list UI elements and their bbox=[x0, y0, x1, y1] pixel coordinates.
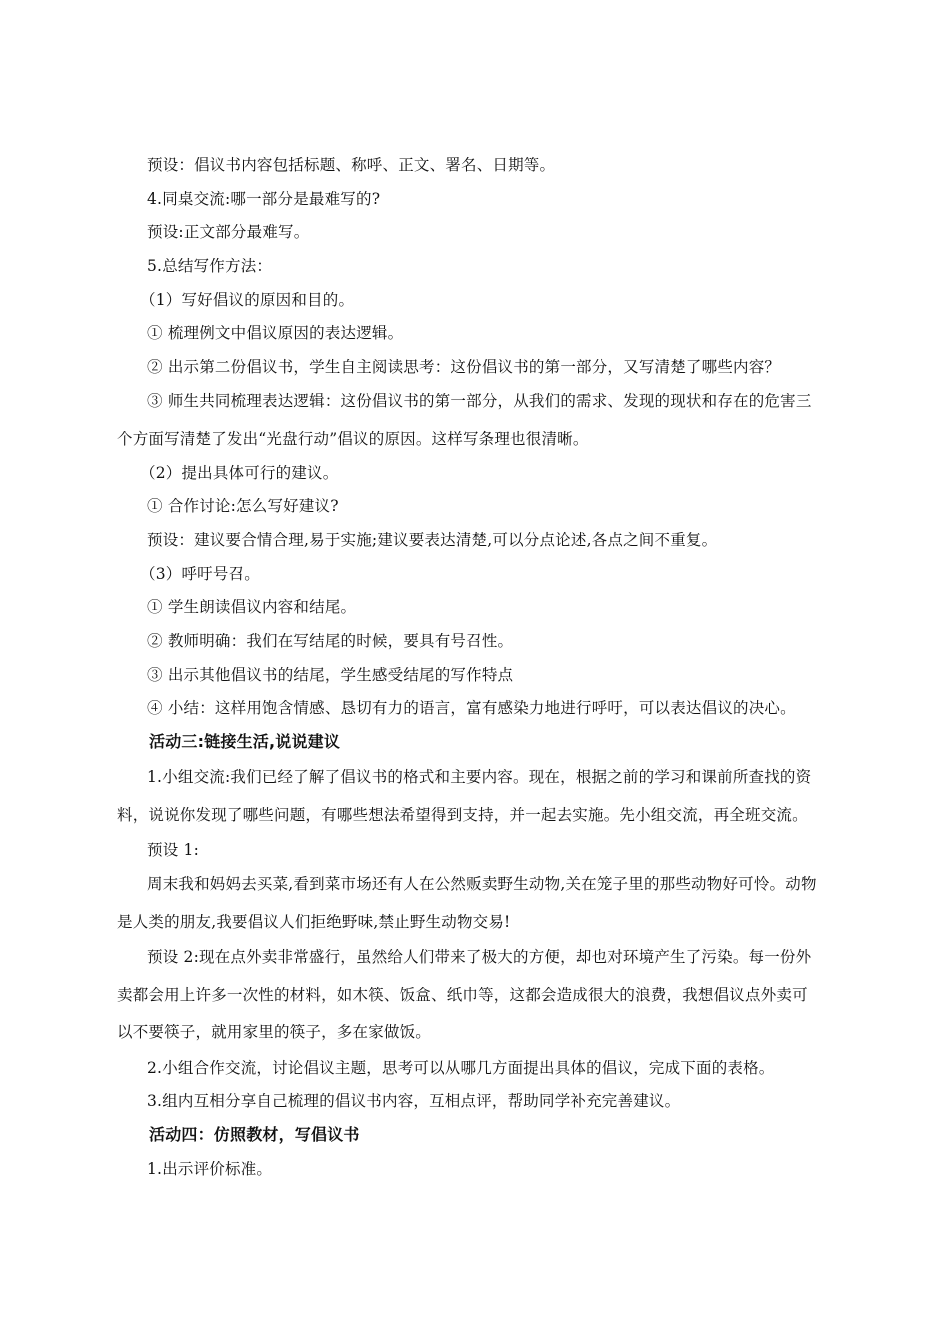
paragraph-line: 预设 2:现在点外卖非常盛行，虽然给人们带来了极大的方便，却也对环境产生了污染。每一份外 bbox=[147, 948, 812, 966]
paragraph-line: ③ 师生共同梳理表达逻辑：这份倡议书的第一部分，从我们的需求、发现的现状和存在的危害三 bbox=[147, 392, 812, 410]
paragraph-line: 4.同桌交流:哪一部分是最难写的? bbox=[147, 190, 381, 208]
paragraph-line: 卖都会用上许多一次性的材料，如木筷、饭盒、纸巾等，这都会造成很大的浪费，我想倡议点外卖可 bbox=[117, 986, 808, 1004]
paragraph-line: ① 合作讨论:怎么写好建议? bbox=[147, 497, 339, 515]
paragraph-line: ② 出示第二份倡议书，学生自主阅读思考：这份倡议书的第一部分，又写清楚了哪些内容？ bbox=[147, 358, 781, 376]
paragraph-line: 2.小组合作交流，讨论倡议主题，思考可以从哪几方面提出具体的倡议，完成下面的表格。 bbox=[147, 1059, 775, 1077]
paragraph-line: （1）写好倡议的原因和目的。 bbox=[140, 291, 355, 309]
section-heading: 活动四：仿照教材，写倡议书 bbox=[149, 1125, 360, 1144]
paragraph-line: 预设:正文部分最难写。 bbox=[147, 223, 310, 241]
paragraph-line: ② 教师明确：我们在写结尾的时候，要具有号召性。 bbox=[147, 632, 514, 650]
paragraph-line: 5.总结写作方法： bbox=[147, 257, 273, 275]
paragraph-line: 预设：建议要合情合理,易于实施;建议要表达清楚,可以分点论述,各点之间不重复。 bbox=[147, 531, 718, 549]
paragraph-line: ④ 小结：这样用饱含情感、恳切有力的语言，富有感染力地进行呼吁，可以表达倡议的决心。 bbox=[147, 699, 796, 717]
paragraph-line: （2）提出具体可行的建议。 bbox=[140, 464, 339, 482]
paragraph-line: （3）呼吁号召。 bbox=[140, 565, 260, 583]
paragraph-line: 3.组内互相分享自己梳理的倡议书内容，互相点评，帮助同学补充完善建议。 bbox=[147, 1092, 681, 1110]
paragraph-line: 周末我和妈妈去买菜,看到菜市场还有人在公然贩卖野生动物,关在笼子里的那些动物好可怜。动物 bbox=[147, 875, 817, 893]
paragraph-line: 预设 1: bbox=[147, 841, 200, 859]
paragraph-line: 料，说说你发现了哪些问题，有哪些想法希望得到支持，并一起去实施。先小组交流，再全班交流。 bbox=[117, 806, 808, 824]
paragraph-line: 是人类的朋友,我要倡议人们拒绝野味,禁止野生动物交易! bbox=[117, 913, 511, 931]
paragraph-line: 以不要筷子，就用家里的筷子，多在家做饭。 bbox=[117, 1023, 432, 1041]
paragraph-line: 预设：倡议书内容包括标题、称呼、正文、署名、日期等。 bbox=[147, 156, 556, 174]
paragraph-line: 1.出示评价标准。 bbox=[147, 1160, 273, 1178]
paragraph-line: 1.小组交流:我们已经了解了倡议书的格式和主要内容。现在，根据之前的学习和课前所查找的资 bbox=[147, 768, 812, 786]
paragraph-line: ③ 出示其他倡议书的结尾，学生感受结尾的写作特点 bbox=[147, 666, 514, 684]
paragraph-line: ① 学生朗读倡议内容和结尾。 bbox=[147, 598, 357, 616]
section-heading: 活动三:链接生活,说说建议 bbox=[149, 732, 341, 751]
paragraph-line: 个方面写清楚了发出“光盘行动”倡议的原因。这样写条理也很清晰。 bbox=[117, 430, 589, 448]
paragraph-line: ① 梳理例文中倡议原因的表达逻辑。 bbox=[147, 324, 404, 342]
